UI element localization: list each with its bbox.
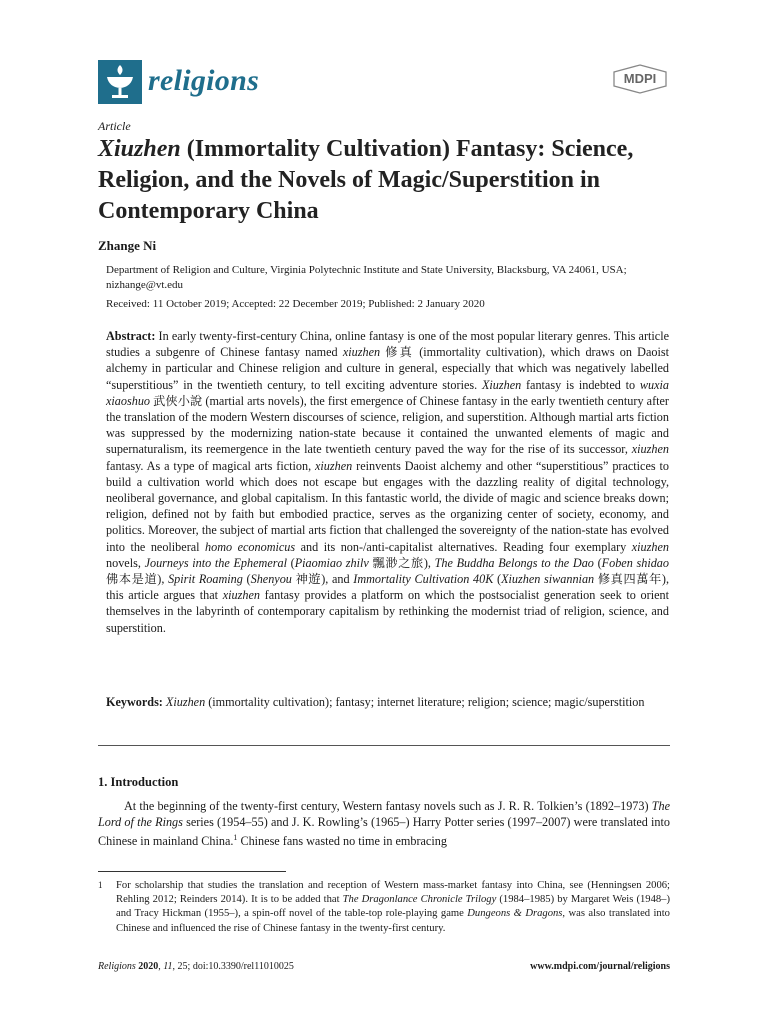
text-segment: novels,: [106, 555, 145, 570]
journal-logo-icon: [98, 60, 142, 104]
text-segment: Spirit Roaming: [168, 572, 243, 587]
publication-dates: Received: 11 October 2019; Accepted: 22 December 2019; Published: 2 January 2020: [106, 298, 485, 310]
mdpi-logo: [612, 64, 668, 94]
abstract-text: [106, 329, 669, 635]
text-segment: (immortality cultivation); fantasy; internet literature; religion; science; magic/superstition: [205, 695, 645, 709]
text-segment: Xiuzhen: [481, 377, 522, 392]
text-segment: Journeys into the Ephemeral: [144, 555, 287, 570]
text-segment: fantasy is indebted to: [521, 377, 640, 392]
text-segment: Chinese fans wasted no time in embracing: [237, 834, 447, 849]
text-segment: Dungeons & Dragons: [467, 908, 563, 920]
text-segment: The Buddha Belongs to the Dao: [434, 555, 594, 570]
text-segment: (: [593, 555, 602, 570]
text-segment: fantasy. As a type of magical arts fiction,: [106, 458, 316, 473]
footnote: [116, 879, 670, 936]
text-segment: The Lord of the Rings: [98, 799, 670, 830]
text-segment: xiuzhen: [631, 442, 669, 457]
text-segment: and its non-/anti-capitalist alternatives. Reading four exemplary: [295, 539, 632, 554]
text-segment: The Dragonlance Chronicle Trilogy: [342, 894, 497, 906]
intro-text: [98, 799, 670, 848]
text-segment: fantasy provides a platform on which the postsocialist generation seek to orient themselves in the labyrinth of contemporary capitalism by rethinking the modernist triad of religion, science, and superstition.: [106, 588, 669, 635]
text-segment: 武俠小說 (martial arts novels), the first emergence of Chinese fantasy in the early twentieth century after the translation of the modern Western discourses of science, religion, and superstition. Although martial arts fiction was suppressed by the modernizing nation-state because it contained the unwanted elements of magic and supernaturalism, its reemergence in the late twentieth century paved the way for the rise of its successor,: [106, 393, 669, 457]
text-segment: 神遊), and: [291, 572, 354, 587]
text-segment: xiuzhen: [342, 345, 381, 360]
text-segment: wuxia xiaoshuo: [106, 377, 669, 408]
keywords-text: [163, 695, 645, 709]
section-divider: [98, 745, 670, 746]
text-segment: (: [493, 572, 502, 587]
citation-year: 2020: [138, 961, 159, 972]
text-segment: Foben shidao: [601, 555, 669, 570]
text-segment: For scholarship that studies the translation and reception of Western mass-market fantasy into China, see (Henningsen 2006; Rehling 2012; Reinders 2014). It is to be added that: [116, 880, 670, 906]
footnote-text: [116, 880, 670, 934]
author-name: Zhange Ni: [98, 238, 157, 253]
text-segment: 修真四萬年), this article argues that: [106, 572, 670, 603]
text-segment: Shenyou: [250, 572, 292, 587]
citation-line: Religions 2020, 11, 25; doi:10.3390/rel11010025: [98, 961, 294, 972]
text-segment: xiuzhen: [222, 588, 260, 603]
text-segment: reinvents Daoist alchemy and other “superstitious” practices to build a cultivation world which does not escape but engages with the dazzling reality of digital technology, neoliberal governance, and global capitalism. In this fantastic world, the divide of magic and science breaks down; religion, defined not by faith but embodied practice, serves as the organizing center of society, economy, and politics. Moreover, the subject of martial arts fiction that challenged the sovereignty of the nation-state has evolved into the neoliberal: [106, 458, 669, 554]
text-segment: Xiuzhen siwannian: [501, 572, 595, 587]
text-segment: 佛本是道),: [106, 572, 169, 587]
journal-url-link[interactable]: www.mdpi.com/journal/religions: [530, 961, 670, 972]
keywords: [106, 694, 669, 710]
article-type: Article: [98, 119, 131, 133]
publisher-name: MDPI: [623, 71, 657, 86]
text-segment: , was also translated into Chinese and influenced the rise of Chinese fantasy in the twenty-first century.: [116, 908, 670, 934]
journal-name: religions: [148, 64, 260, 97]
citation-volume: 11: [163, 961, 173, 972]
text-segment: (: [242, 572, 251, 587]
abstract: [106, 328, 669, 636]
footnote-mark: 1: [98, 880, 103, 890]
text-segment: series (1954–55) and J. K. Rowling’s (1965–) Harry Potter series (1997–2007) were translated into Chinese in mainland China.: [98, 815, 670, 849]
title-rest: (Immortality Cultivation) Fantasy: Science, Religion, and the Novels of Magic/Superstition in Contemporary China: [98, 136, 634, 224]
keywords-label: Keywords:: [106, 695, 163, 709]
article-title: [98, 134, 678, 227]
citation-journal: Religions: [98, 961, 136, 972]
author-affiliation: Department of Religion and Culture, Virginia Polytechnic Institute and State University, Blacksburg, VA 24061, USA; nizhange@vt.edu: [106, 264, 627, 291]
title-italic: Xiuzhen: [98, 136, 181, 162]
section-heading: 1. Introduction: [98, 775, 179, 789]
text-segment: xiuzhen: [631, 539, 669, 554]
text-segment: xiuzhen: [315, 458, 353, 473]
text-segment: 飄渺之旅),: [368, 555, 435, 570]
text-segment: Piaomiao zhilv: [294, 555, 369, 570]
text-segment: (1984–1985) by Margaret Weis (1948–) and Tracy Hickman (1955–), a spin-off novel of the table-top role-playing game: [116, 894, 670, 920]
text-segment: Immortality Cultivation 40K: [353, 572, 494, 587]
citation-rest: , 25; doi:10.3390/rel11010025: [172, 961, 294, 972]
footnote-divider: [98, 871, 286, 872]
abstract-label: Abstract:: [106, 329, 156, 343]
intro-paragraph: [98, 798, 670, 850]
text-segment: At the beginning of the twenty-first century, Western fantasy novels such as J. R. R. Tolkien’s (1892–1973): [124, 799, 652, 813]
text-segment: Xiuzhen: [165, 695, 206, 709]
text-segment: (: [286, 555, 295, 570]
text-segment: In early twenty-first-century China, online fantasy is one of the most popular literary genres. This article studies a subgenre of Chinese fantasy named: [106, 329, 669, 360]
footnote-ref[interactable]: 1: [233, 833, 238, 843]
text-segment: 修真 (immortality cultivation), which draws on Daoist alchemy in particular and Chinese religion and culture in general, especially that which was negatively labelled “superstitious” in the twentieth century, to tell exciting adventure stories.: [106, 345, 669, 392]
text-segment: homo economicus: [205, 539, 296, 554]
